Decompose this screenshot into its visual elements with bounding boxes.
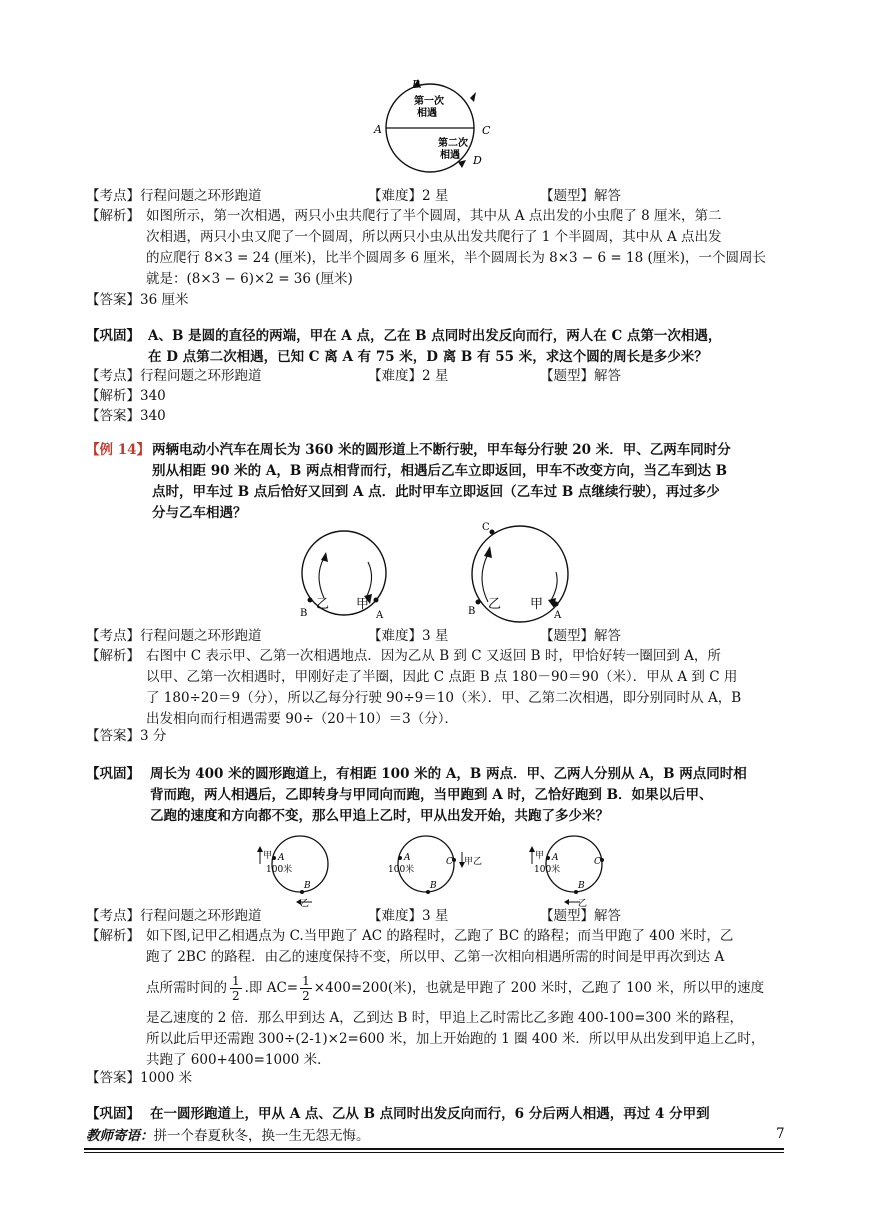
figure-q4-circle-3 — [524, 826, 618, 908]
q4-jiexi-line5: 所以此后甲还需跑 300÷(2-1)×2=600 米，加上开始跑的 1 圈 400 米．所以甲从出发到甲追上乙时， — [146, 1031, 765, 1047]
q2-nandu-cell — [368, 366, 448, 386]
tag-tixing: 【题型】 — [540, 628, 594, 644]
q3-jiexi-line1: 右图中 C 表示甲、乙第一次相遇地点．因为乙从 B 到 C 又返回 B 时，甲恰好转一圈回到 A，所 — [146, 648, 721, 664]
fig1-label-B: B — [412, 78, 421, 91]
q4-jiexi — [146, 926, 786, 968]
tag-kaodian: 【考点】 — [86, 188, 140, 204]
footer-divider-thin — [84, 1152, 784, 1153]
figure-q3-right-circle — [464, 518, 580, 626]
q4-jiexi-line4: 是乙速度的 2 倍．那么甲到达 A，乙到达 B 时，甲追上乙时需比乙多跑 400-100=300 米的路程， — [146, 1010, 743, 1026]
q4-fig1-yi: 乙 — [300, 899, 310, 909]
page-number: 7 — [776, 1126, 785, 1142]
tag-kaodian: 【考点】 — [86, 628, 140, 644]
q3-fig2-yi: 乙 — [488, 597, 502, 612]
fraction-one-half — [230, 974, 242, 1003]
q1-info-row — [86, 186, 262, 206]
q4-fig3-100m: 100米 — [534, 865, 561, 875]
q4-jiexi-line3-part2: .即 AC= — [244, 980, 299, 996]
q2-question-line2: 在 D 点第二次相遇，已知 C 离 A 有 75 米，D 离 B 有 55 米，求这个圆的周长是多少米？ — [148, 349, 708, 365]
q4-jiexi-line3 — [146, 966, 764, 1010]
q2-info-row — [86, 366, 262, 386]
footer-divider — [84, 1148, 784, 1150]
q2-question-line1: A、B 是圆的直径的两端，甲在 A 点，乙在 B 点同时出发反向而行，两人在 C 点第一次相遇， — [148, 328, 722, 344]
q4-question — [150, 764, 790, 827]
q3-nandu: 3 星 — [422, 628, 449, 644]
q4-jiexi-cont — [146, 1008, 786, 1071]
q4-fig1-jia: 甲 — [263, 851, 273, 861]
q4-question-line1: 周长为 400 米的圆形跑道上，有相距 100 米的 A，B 两点．甲、乙两人分别从 A，B 两点同时相 — [150, 766, 747, 782]
q3-fig2-C: C — [482, 522, 490, 533]
fraction-numerator: 1 — [302, 973, 310, 988]
fig1-first-line2: 相遇 — [417, 108, 437, 119]
q3-fig2-A: A — [554, 610, 562, 621]
q3-nandu-cell — [368, 626, 448, 646]
q5-question-line1: 在一圆形跑道上，甲从 A 点、乙从 B 点同时出发反向而行，6 分后两人相遇，再过 4 分甲到 — [150, 1106, 710, 1122]
q2-tixing: 解答 — [594, 368, 621, 384]
q3-fig1-B: B — [300, 608, 308, 619]
q4-fig3-jia: 甲 — [535, 851, 545, 861]
tag-jiexi: 【解析】 — [86, 388, 140, 404]
q1-daan: 36 厘米 — [140, 292, 189, 308]
q4-fig3-B: B — [578, 881, 585, 891]
fig1-first-line1: 第一次 — [414, 96, 444, 107]
fraction-one-half-2 — [300, 974, 312, 1003]
tag-kaodian: 【考点】 — [86, 368, 140, 384]
q4-daan: 1000 米 — [140, 1070, 193, 1086]
q2-question — [148, 326, 788, 368]
q4-jiexi-line3-part1: 点所需时间的 — [146, 980, 227, 996]
q4-jiexi-tag: 【解析】 — [86, 928, 140, 944]
tag-tixing: 【题型】 — [540, 368, 594, 384]
q3-question — [152, 440, 788, 524]
q4-fig1-A: A — [278, 853, 285, 863]
q4-tixing: 解答 — [594, 908, 621, 924]
fig1-second-line1: 第二次 — [438, 138, 468, 149]
q1-jiexi-tag: 【解析】 — [86, 208, 140, 224]
q5-question — [150, 1104, 790, 1125]
q1-kaodian: 行程问题之环形跑道 — [140, 188, 262, 204]
q4-fig2-C: C — [446, 857, 453, 867]
figure-q4-circle-1 — [254, 826, 334, 908]
q4-fig2-jiayi: 甲乙 — [464, 857, 483, 867]
q4-jiexi-line3-part3: ×400=200(米)，也就是甲跑了 200 米时，乙跑了 100 米，所以甲的速度 — [313, 980, 765, 996]
q3-jiexi-line2: 以甲、乙第一次相遇时，甲刚好走了半圈，因此 C 点距 B 点 180－90＝90（米）．甲从 A 到 C 用 — [146, 669, 738, 685]
q3-fig2-B: B — [468, 606, 476, 617]
q3-tixing-cell — [540, 626, 621, 646]
q2-daan: 340 — [140, 408, 166, 424]
fraction-denominator: 2 — [302, 988, 310, 1003]
q3-question-line4: 分与乙车相遇？ — [152, 505, 247, 521]
q4-nandu-cell — [368, 906, 448, 926]
q3-kaodian: 行程问题之环形跑道 — [140, 628, 262, 644]
q4-jiexi-line2: 跑了 2BC 的路程．由乙的速度保持不变，所以甲、乙第一次相向相遇所需的时间是甲再次到达 A — [146, 949, 725, 965]
q4-jiexi-line1: 如下图,记甲乙相遇点为 C.当甲跑了 AC 的路程时，乙跑了 BC 的路程；而当甲跑了 400 米时，乙 — [146, 928, 734, 944]
q1-jiexi — [146, 206, 786, 290]
q5-gonggu-tag: 【巩固】 — [86, 1106, 140, 1122]
fraction-numerator: 1 — [232, 973, 240, 988]
tag-nandu: 【难度】 — [368, 368, 422, 384]
q4-tixing-cell — [540, 906, 621, 926]
tag-tixing: 【题型】 — [540, 908, 594, 924]
q1-jiexi-line4: 就是：(8×3 − 6)×2 = 36 (厘米) — [146, 271, 353, 287]
footer-teacher-words — [86, 1126, 370, 1146]
q3-jiexi-line3: 了 180÷20＝9（分），所以乙每分行驶 90÷9＝10（米）．甲、乙第二次相遇，即分别同时从 A，B — [146, 690, 742, 706]
tag-nandu: 【难度】 — [368, 188, 422, 204]
q1-tixing-cell — [540, 186, 621, 206]
q4-fig3-A: A — [552, 853, 559, 863]
q3-daan: 3 分 — [140, 728, 167, 744]
tag-daan: 【答案】 — [86, 1070, 140, 1086]
footer-label: 教师寄语： — [86, 1128, 154, 1144]
tag-daan: 【答案】 — [86, 728, 140, 744]
q4-jiexi-line6: 共跑了 600+400=1000 米． — [146, 1052, 331, 1068]
q3-fig1-jia: 甲 — [356, 597, 370, 612]
figure-q3-left-circle — [296, 528, 396, 626]
q4-fig1-B: B — [304, 881, 311, 891]
q2-kaodian: 行程问题之环形跑道 — [140, 368, 262, 384]
q4-answer-row — [86, 1068, 192, 1088]
q3-answer-row — [86, 726, 166, 746]
q4-question-line2: 背而跑，两人相遇后，乙即转身与甲同向而跑，当甲跑到 A 时，乙恰好跑到 B．如果以后甲、 — [150, 787, 713, 803]
fig1-label-C: C — [482, 124, 491, 137]
q4-question-line3: 乙跑的速度和方向都不变，那么甲追上乙时，甲从出发开始，共跑了多少米？ — [150, 808, 609, 824]
q1-jiexi-line3: 的应爬行 8×3 = 24 (厘米)，比半个圆周多 6 厘米，半个圆周长为 8×3 − 6 = 18 (厘米)，一个圆周长 — [146, 250, 767, 266]
tag-nandu: 【难度】 — [368, 628, 422, 644]
q4-fig2-100m: 100米 — [388, 865, 415, 875]
q1-jiexi-line2: 次相遇，两只小虫又爬了一个圆周，所以两只小虫从出发共爬行了 1 个半圆周，其中从 A 点出发 — [146, 229, 722, 245]
q2-gonggu-tag: 【巩固】 — [86, 328, 140, 344]
q4-gonggu-tag: 【巩固】 — [86, 766, 140, 782]
q2-jiexi-row — [86, 386, 166, 406]
figure-circle-diameter — [370, 76, 500, 186]
q3-fig1-yi: 乙 — [316, 597, 330, 612]
q3-question-line1: 两辆电动小汽车在周长为 360 米的圆形道上不断行驶，甲车每分行驶 20 米．甲、乙两车同时分 — [152, 442, 731, 458]
tag-nandu: 【难度】 — [368, 908, 422, 924]
tag-daan: 【答案】 — [86, 408, 140, 424]
q2-tixing-cell — [540, 366, 621, 386]
q3-info-row — [86, 626, 262, 646]
tag-daan: 【答案】 — [86, 292, 140, 308]
q3-tixing: 解答 — [594, 628, 621, 644]
q4-nandu: 3 星 — [422, 908, 449, 924]
q4-fig2-A: A — [404, 853, 411, 863]
q2-answer-row — [86, 406, 166, 426]
fig1-label-A: A — [374, 123, 382, 136]
q1-answer-row — [86, 290, 188, 310]
tag-tixing: 【题型】 — [540, 188, 594, 204]
footer-text: 拼一个春夏秋冬，换一生无怨无悔。 — [153, 1128, 370, 1144]
q4-kaodian: 行程问题之环形跑道 — [140, 908, 262, 924]
q4-fig3-C: C — [594, 857, 601, 867]
fig1-label-D: D — [473, 154, 482, 167]
q2-nandu: 2 星 — [422, 368, 449, 384]
q3-question-line2: 别从相距 90 米的 A，B 两点相背而行，相遇后乙车立即返回，甲车不改变方向，当乙车到达 B — [152, 463, 728, 479]
fig1-second-line2: 相遇 — [440, 150, 460, 161]
q4-fig3-yi: 乙 — [578, 899, 588, 909]
q3-fig1-A: A — [376, 610, 384, 621]
q3-fig2-jia: 甲 — [530, 597, 544, 612]
q2-jiexi: 340 — [140, 388, 166, 404]
q4-info-row — [86, 906, 262, 926]
tag-kaodian: 【考点】 — [86, 908, 140, 924]
q3-question-line3: 点时，甲车过 B 点后恰好又回到 A 点．此时甲车立即返回（乙车过 B 点继续行驶），再过多少 — [152, 484, 720, 500]
q4-fig1-100m: 100米 — [266, 865, 293, 875]
q1-tixing: 解答 — [594, 188, 621, 204]
q3-jiexi-tag: 【解析】 — [86, 648, 140, 664]
q1-jiexi-line1: 如图所示，第一次相遇，两只小虫共爬行了半个圆周，其中从 A 点出发的小虫爬了 8 厘米，第二 — [146, 208, 722, 224]
figure-q4-circle-2 — [380, 826, 483, 900]
q3-jiexi-line4: 出发相向而行相遇需要 90÷（20＋10）＝3（分）． — [146, 711, 458, 727]
q3-jiexi — [146, 646, 786, 730]
q4-fig2-B: B — [430, 881, 437, 891]
q3-li14-tag: 【例 14】 — [86, 442, 150, 458]
q1-nandu: 2 星 — [422, 188, 449, 204]
q1-nandu-cell — [368, 186, 448, 206]
fraction-denominator: 2 — [232, 988, 240, 1003]
